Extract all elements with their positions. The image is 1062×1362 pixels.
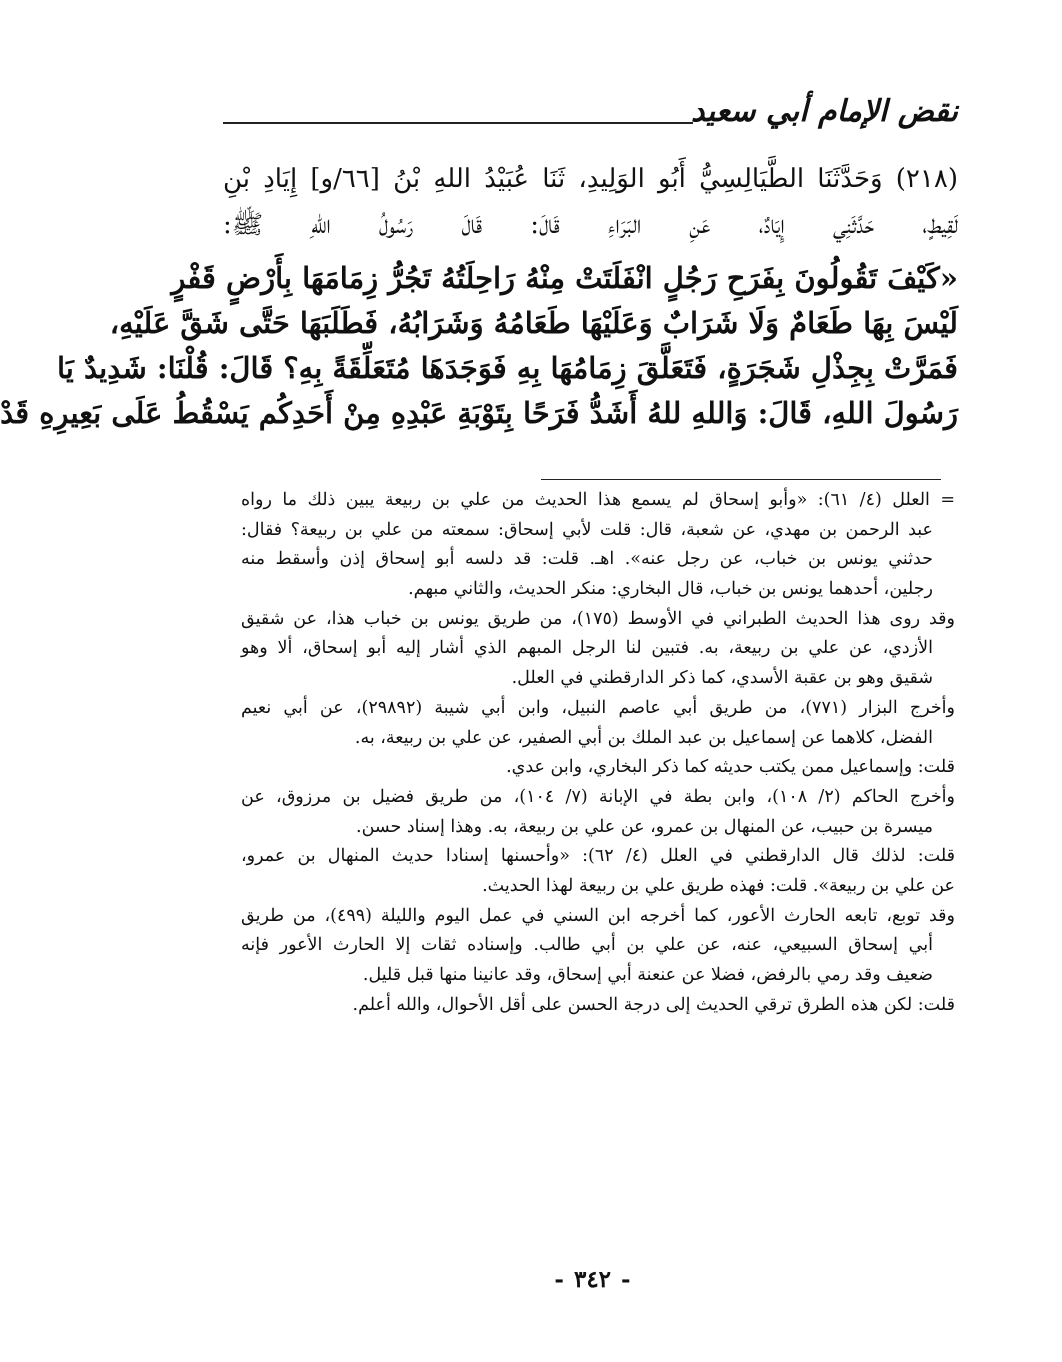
footnote-line: قلت: لكن هذه الطرق ترقي الحديث إلى درجة الحسن على أقل الأحوال، والله أعلم.	[352, 994, 955, 1015]
footnote-paragraph	[241, 753, 955, 783]
footnotes	[241, 486, 955, 1020]
footnote-line: ميسرة بن حبيب، عن المنهال بن عمرو، عن علي بن ربيعة، به. وهذا إسناد حسن.	[356, 816, 933, 837]
footnote-line: قلت: لذلك قال الدارقطني في العلل (٤/ ٦٢): «وأحسنها إسنادا حديث المنهال بن عمرو،	[241, 846, 955, 867]
footnote-paragraph	[241, 902, 955, 991]
footnote-paragraph	[241, 486, 955, 605]
footnote-paragraph	[241, 783, 955, 842]
footnote-line: = العلل (٤/ ٦١): «وأبو إسحاق لم يسمع هذا الحديث من علي بن ربيعة يبين ذلك ما رواه	[241, 490, 955, 510]
footnote-line: عن علي بن ربيعة». قلت: فهذه طريق علي بن ربيعة لهذا الحديث.	[482, 875, 955, 896]
page-number: ٣٤٢	[573, 1266, 612, 1293]
running-header	[223, 92, 958, 142]
matn-line: لَيْسَ بِهَا طَعَامٌ وَلَا شَرَابٌ وَعَلَيْهَا طَعَامُهُ وَشَرَابُهُ، فَطَلَبَهَا حَتَّى شَقَّ عَلَيْهِ،	[109, 306, 958, 340]
isnad-line: (٢١٨) وَحَدَّثَنَا الطَّيَالِسِيُّ أَبُو الوَلِيدِ، ثَنَا عُبَيْدُ اللهِ بْنُ [٦٦/و] إِيَادِ بْنِ	[223, 164, 958, 194]
footnote-paragraph	[241, 694, 955, 753]
footnote-paragraph	[241, 605, 955, 694]
matn-line: فَمَرَّتْ بِجِذْلِ شَجَرَةٍ، فَتَعَلَّقَ زِمَامُهَا بِهِ فَوَجَدَهَا مُتَعَلِّقَةً بِهِ؟ قَالَ: قُلْنَا: شَدِيدٌ يَا	[56, 351, 958, 385]
page-folio	[123, 1266, 1062, 1293]
footnote-line: الأزدي، عن علي بن ربيعة، به. فتبين لنا الرجل المبهم الذي أشار إليه أبو إسحاق، ألا وهو	[241, 638, 933, 659]
footnote-line: حدثني يونس بن خباب، عن رجل عنه». اهـ. قلت: قد دلسه أبو إسحاق إذن وأسقط منه	[241, 549, 933, 570]
footnote-line: ضعيف وقد رمي بالرفض، فضلا عن عنعنة أبي إسحاق، وقد عانينا منها قبل قليل.	[362, 965, 933, 985]
hadith-matn	[0, 256, 958, 436]
footnote-line: شقيق وهو بن عقبة الأسدي، كما ذكر الدارقطني في العلل.	[511, 668, 933, 689]
footnote-line: قلت: وإسماعيل ممن يكتب حديثه كما ذكر البخاري، وابن عدي.	[506, 757, 955, 778]
hadith-isnad	[223, 156, 958, 248]
footnote-paragraph	[241, 842, 955, 901]
footnote-line: عبد الرحمن بن مهدي، عن شعبة، قال: قلت لأبي إسحاق: سمعته من علي بن ربيعة؟ فقال:	[241, 519, 933, 540]
isnad-line: لَقِيطٍ، حَدَّثَنِي إِيَادٌ، عَنِ البَرَاءِ قَالَ: قَالَ رَسُولُ اللهِ ﷺ:	[223, 210, 958, 240]
footnote-line: وأخرج الحاكم (٢/ ١٠٨)، وابن بطة في الإبانة (٧/ ١٠٤)، من طريق فضيل بن مرزوق، عن	[241, 786, 955, 807]
running-title: نقض الإمام أبي سعيد	[691, 94, 958, 129]
matn-line: رَسُولَ اللهِ، قَالَ: وَاللهِ للهُ أَشَدُّ فَرَحًا بِتَوْبَةِ عَبْدِهِ مِنْ أَحَدِكُم يَسْقُطُ عَلَى بَعِيرِهِ قَدْ	[0, 396, 958, 430]
footnote-line: وقد روى هذا الحديث الطبراني في الأوسط (١٧٥)، من طريق يونس بن خباب هذا، عن شقيق	[241, 608, 955, 629]
footnote-separator	[541, 479, 941, 480]
folio-dash: -	[554, 1266, 564, 1293]
footnote-paragraph	[241, 991, 955, 1021]
footnote-line: وقد توبع، تابعه الحارث الأعور، كما أخرجه ابن السني في عمل اليوم والليلة (٤٩٩)، من طريق	[241, 905, 955, 926]
header-rule	[223, 122, 693, 124]
footnote-line: رجلين، أحدهما يونس بن خباب، قال البخاري: منكر الحديث، والثاني مبهم.	[408, 579, 933, 600]
footnote-line: الفضل، كلاهما عن إسماعيل بن عبد الملك بن أبي الصفير، عن علي بن ربيعة، به.	[354, 727, 933, 748]
folio-dash: -	[621, 1266, 631, 1293]
matn-line: «كَيْفَ تَقُولُونَ بِفَرَحِ رَجُلٍ انْفَلَتَتْ مِنْهُ رَاحِلَتُهُ تَجُرُّ زِمَامَهَا بِأَرْضٍ قَفْرٍ	[171, 261, 958, 295]
footnote-line: وأخرج البزار (٧٧١)، من طريق أبي عاصم النبيل، وابن أبي شيبة (٢٩٨٩٢)، عن أبي نعيم	[241, 697, 955, 718]
hadith-text	[0, 156, 958, 436]
footnote-line: أبي إسحاق السبيعي، عنه، عن علي بن أبي طالب. وإسناده ثقات إلا الحارث الأعور فإنه	[241, 935, 933, 956]
